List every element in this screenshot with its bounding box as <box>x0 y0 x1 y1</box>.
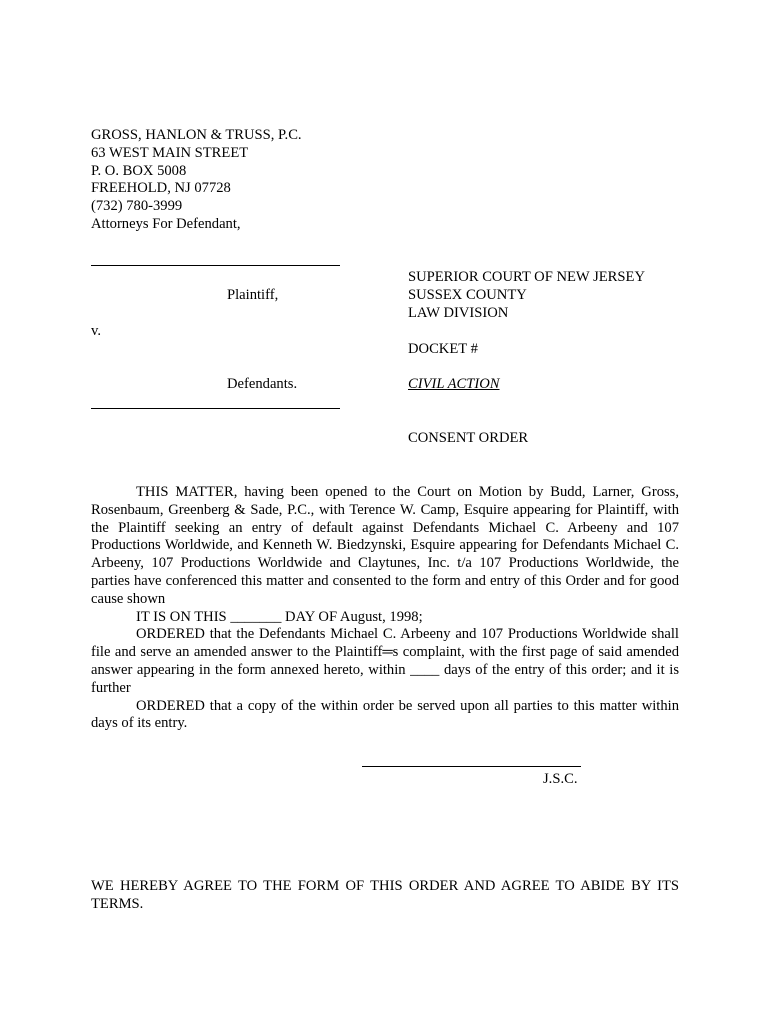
firm-address-block <box>91 127 302 234</box>
ordered-service-paragraph: ORDERED that a copy of the within order be served upon all parties to this matter within days of its entry. <box>91 697 679 732</box>
consent-order-title: CONSENT ORDER <box>408 430 529 446</box>
caption-top-rule <box>91 265 340 266</box>
recital-paragraph: THIS MATTER, having been opened to the Court on Motion by Budd, Larner, Gross, Rosenbaum, Greenberg & Sade, P.C., with Terence W. Camp, Esquire appearing for Plaintiff, with the Plaintiff seeking an entry of default against Defendants Michael C. Arbeeny and 107 Productions Worldwide, and Kenneth W. Biedzynski, Esquire appearing for Defendants Michael C. Arbeeny, 107 Productions Worldwide and Claytunes, Inc. t/a 107 Productions Worldwide, the parties have conferenced this matter and consented to the form and entry of this Order and for good cause shown <box>91 484 679 607</box>
firm-phone: (732) 780-3999 <box>91 198 183 215</box>
plaintiff-label: Plaintiff, <box>227 287 279 303</box>
docket-label: DOCKET # <box>408 341 478 357</box>
defendants-label: Defendants. <box>227 376 298 392</box>
firm-street: 63 WEST MAIN STREET <box>91 144 249 161</box>
versus-label: v. <box>91 323 101 339</box>
firm-po-box: P. O. BOX 5008 <box>91 162 187 179</box>
firm-role: Attorneys For Defendant, <box>91 215 241 232</box>
caption-bottom-rule <box>91 408 340 409</box>
ordered-answer-paragraph: ORDERED that the Defendants Michael C. Arbeeny and 107 Productions Worldwide shall file and serve an amended answer to the Plaintiff═s complaint, with the first page of said amended answer appearing in the form annexed hereto, within ____ days of the entry of this order; and it is further <box>91 626 679 696</box>
firm-name: GROSS, HANLON & TRUSS, P.C. <box>91 127 302 143</box>
court-name: SUPERIOR COURT OF NEW JERSEY <box>408 269 645 285</box>
order-body <box>91 484 679 733</box>
judge-signature-line <box>362 766 581 767</box>
firm-city: FREEHOLD, NJ 07728 <box>91 180 231 197</box>
court-county: SUSSEX COUNTY <box>408 286 527 303</box>
judge-label: J.S.C. <box>543 771 578 787</box>
date-paragraph: IT IS ON THIS _______ DAY OF August, 1998; <box>136 608 423 625</box>
agreement-statement: WE HEREBY AGREE TO THE FORM OF THIS ORDER AND AGREE TO ABIDE BY ITS TERMS. <box>91 878 679 912</box>
court-division: LAW DIVISION <box>408 304 509 321</box>
civil-action-label: CIVIL ACTION <box>408 376 500 392</box>
court-heading-block <box>408 269 645 322</box>
